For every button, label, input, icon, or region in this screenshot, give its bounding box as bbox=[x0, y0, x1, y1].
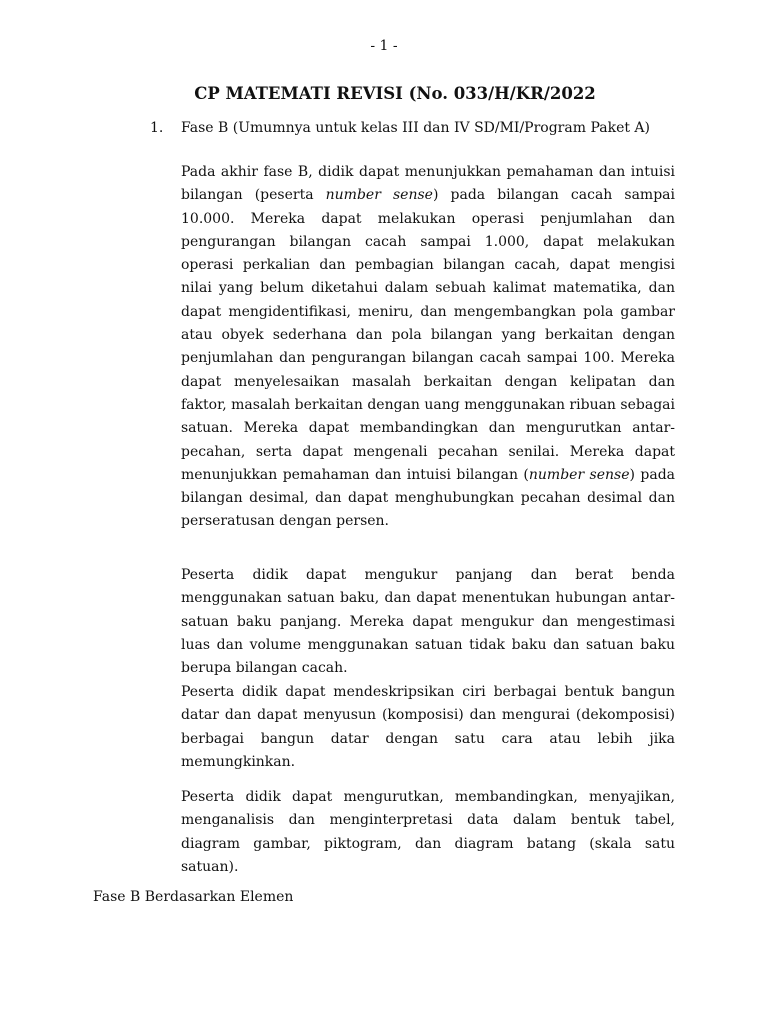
paragraph-number-sense bbox=[181, 161, 675, 534]
list-item-number: 1. bbox=[150, 120, 164, 136]
document-title: CP MATEMATI REVISI (No. 033/H/KR/2022 bbox=[194, 84, 596, 103]
paragraph-geometry: Peserta didik dapat mendeskripsikan ciri berbagai bentuk bangun datar dan dapat menyusun (komposisi) dan mengurai (dekomposisi) berbagai bangun datar dengan satu cara atau lebih jika memungkinkan. bbox=[181, 684, 675, 770]
paragraph-data-analysis: Peserta didik dapat mengurutkan, membandingkan, menyajikan, menganalisis dan menginterpretasi data dalam bentuk tabel, diagram gambar, piktogram, dan diagram batang (skala satu satuan). bbox=[181, 789, 675, 875]
paragraph-measurement: Peserta didik dapat mengukur panjang dan berat benda menggunakan satuan baku, dan dapat menentukan hubungan antar-satuan baku panjang. Mereka dapat mengukur dan mengestimasi luas dan volume menggunakan satuan tidak baku dan satuan baku berupa bilangan cacah. bbox=[181, 567, 675, 677]
page-number: - 1 - bbox=[370, 38, 398, 54]
italic-term: number sense bbox=[325, 187, 433, 204]
paragraph-text: ) pada bilangan desimal, dan dapat menghubungkan pecahan desimal dan perseratusan dengan persen. bbox=[181, 466, 676, 530]
list-item-heading: Fase B (Umumnya untuk kelas III dan IV SD/MI/Program Paket A) bbox=[181, 120, 650, 136]
section-heading-footer: Fase B Berdasarkan Elemen bbox=[93, 889, 294, 905]
paragraph-text: Pada akhir fase B, didik dapat menunjukkan pemahaman dan intuisi bilangan (peserta bbox=[181, 164, 675, 204]
italic-term: number sense bbox=[528, 466, 630, 483]
paragraph-text: ) pada bilangan cacah sampai 10.000. Mereka dapat melakukan operasi penjumlahan dan pengurangan bilangan cacah sampai 1.000, dapat melakukan operasi perkalian dan pembagian bilangan cacah, dapat mengisi nilai yang belum diketahui dalam sebuah kalimat matematika, dan dapat mengidentifikasi, meniru, dan mengembangkan pola gambar atau obyek sederhana dan pola bilangan yang berkaitan dengan penjumlahan dan pengurangan bilangan cacah sampai 100. Mereka dapat menyelesaikan masalah berkaitan dengan kelipatan dan faktor, masalah berkaitan dengan uang menggunakan ribuan sebagai satuan. Mereka dapat membandingkan dan mengurutkan antar-pecahan, serta dapat mengenali pecahan senilai. Mereka dapat menunjukkan pemahaman dan intuisi bilangan ( bbox=[181, 187, 675, 483]
